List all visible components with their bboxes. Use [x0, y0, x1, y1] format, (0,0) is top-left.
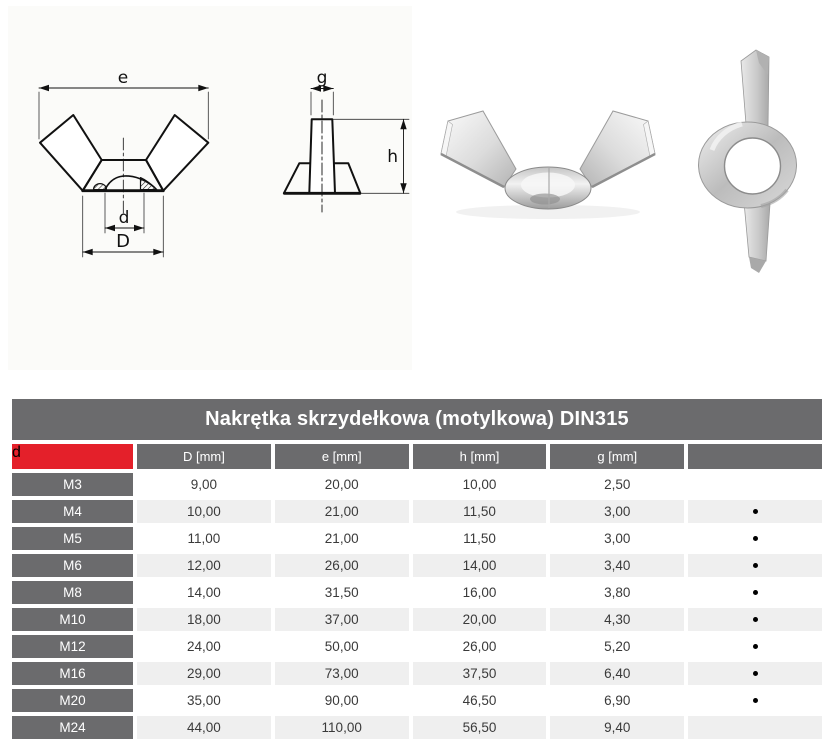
cell-g: 9,40	[550, 716, 684, 739]
cell-e: 73,00	[275, 662, 409, 685]
table-body	[12, 473, 822, 739]
cell-h: 14,00	[413, 554, 547, 577]
cell-D: 11,00	[137, 527, 271, 550]
cell-D: 12,00	[137, 554, 271, 577]
cell-D: 44,00	[137, 716, 271, 739]
cell-e: 37,00	[275, 608, 409, 631]
column-header-D-mm: D [mm]	[137, 444, 271, 469]
cell-g: 6,90	[550, 689, 684, 712]
cell-availability	[688, 635, 822, 658]
cell-e: 21,00	[275, 527, 409, 550]
cell-availability	[688, 473, 822, 496]
cell-g: 2,50	[550, 473, 684, 496]
cell-g: 6,40	[550, 662, 684, 685]
dim-label-D: D	[116, 231, 130, 252]
cell-e: 26,00	[275, 554, 409, 577]
cell-g: 3,00	[550, 500, 684, 523]
column-header-g-mm: g [mm]	[550, 444, 684, 469]
availability-dot	[753, 536, 758, 541]
cell-e: 21,00	[275, 500, 409, 523]
dim-label-g: g	[316, 68, 328, 88]
cell-availability	[688, 581, 822, 604]
table-row	[12, 635, 822, 658]
cell-h: 10,00	[413, 473, 547, 496]
table-row	[12, 500, 822, 523]
cell-D: 9,00	[137, 473, 271, 496]
drawing-panel-background	[8, 6, 412, 370]
availability-dot	[753, 698, 758, 703]
table-title: Nakrętka skrzydełkowa (motylkowa) DIN315	[12, 399, 822, 440]
table-row	[12, 554, 822, 577]
cell-h: 56,50	[413, 716, 547, 739]
table-row	[12, 689, 822, 712]
cell-D: 10,00	[137, 500, 271, 523]
cell-D: 35,00	[137, 689, 271, 712]
availability-dot	[753, 563, 758, 568]
cell-D: 14,00	[137, 581, 271, 604]
cell-e: 110,00	[275, 716, 409, 739]
dim-label-h: h	[387, 147, 398, 167]
row-label: M20	[12, 689, 133, 712]
cell-availability	[688, 662, 822, 685]
row-label: M24	[12, 716, 133, 739]
cell-h: 16,00	[413, 581, 547, 604]
wing-nut-top-photo	[699, 50, 797, 273]
cell-D: 24,00	[137, 635, 271, 658]
row-label: M6	[12, 554, 133, 577]
availability-dot	[753, 644, 758, 649]
availability-dot	[753, 671, 758, 676]
column-header-e-mm: e [mm]	[275, 444, 409, 469]
table-row	[12, 716, 822, 739]
dim-label-d: d	[118, 208, 130, 228]
cell-g: 3,00	[550, 527, 684, 550]
cell-g: 3,40	[550, 554, 684, 577]
cell-D: 18,00	[137, 608, 271, 631]
column-header-h-mm: h [mm]	[413, 444, 547, 469]
cell-h: 11,50	[413, 500, 547, 523]
cell-e: 31,50	[275, 581, 409, 604]
dim-label-e: e	[117, 68, 129, 88]
row-label: M12	[12, 635, 133, 658]
table-row	[12, 473, 822, 496]
cell-h: 46,50	[413, 689, 547, 712]
row-label: M4	[12, 500, 133, 523]
column-header-d: d	[12, 444, 133, 469]
cell-g: 3,80	[550, 581, 684, 604]
cell-availability	[688, 527, 822, 550]
table-row	[12, 527, 822, 550]
cell-h: 11,50	[413, 527, 547, 550]
cell-h: 20,00	[413, 608, 547, 631]
table-row	[12, 662, 822, 685]
row-label: M16	[12, 662, 133, 685]
cell-e: 20,00	[275, 473, 409, 496]
row-label: M3	[12, 473, 133, 496]
table-row	[12, 608, 822, 631]
cell-availability	[688, 500, 822, 523]
row-label: M10	[12, 608, 133, 631]
cell-availability	[688, 554, 822, 577]
din315-datasheet-table	[12, 399, 822, 739]
cell-e: 90,00	[275, 689, 409, 712]
cell-g: 4,30	[550, 608, 684, 631]
table-row	[12, 581, 822, 604]
cell-g: 5,20	[550, 635, 684, 658]
column-header-availability	[688, 444, 822, 469]
availability-dot	[753, 590, 758, 595]
cell-D: 29,00	[137, 662, 271, 685]
cell-availability	[688, 608, 822, 631]
row-label: M5	[12, 527, 133, 550]
wing-nut-front-photo	[441, 111, 655, 219]
cell-h: 26,00	[413, 635, 547, 658]
row-label: M8	[12, 581, 133, 604]
cell-availability	[688, 716, 822, 739]
cell-availability	[688, 689, 822, 712]
table-header-row	[12, 444, 822, 469]
cell-e: 50,00	[275, 635, 409, 658]
availability-dot	[753, 509, 758, 514]
cell-h: 37,50	[413, 662, 547, 685]
availability-dot	[753, 617, 758, 622]
